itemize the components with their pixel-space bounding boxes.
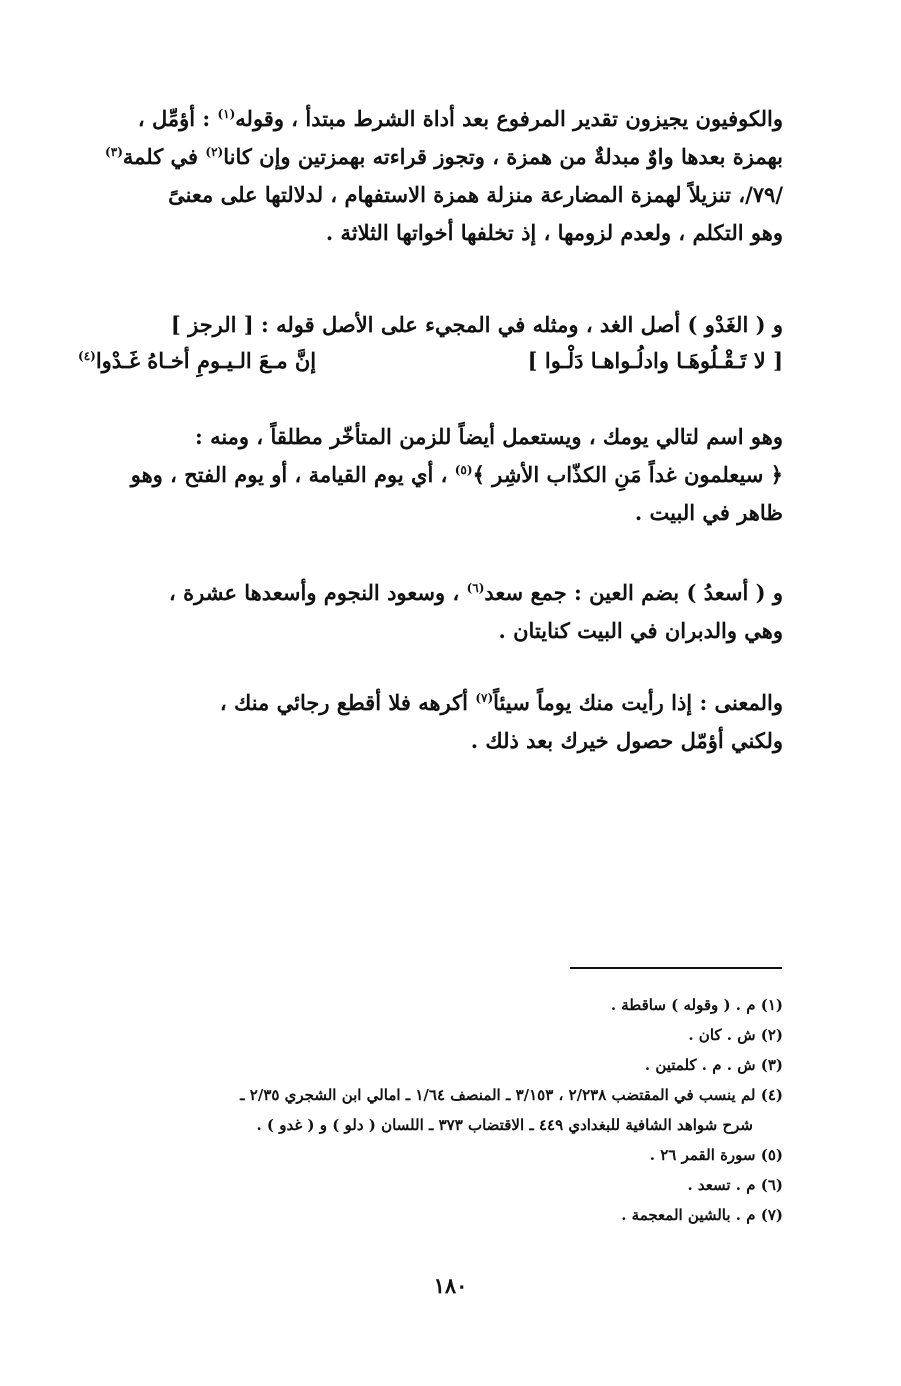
footnote-ref-7: (٧): [475, 691, 494, 705]
paragraph-1-line-1: [78, 100, 783, 138]
paragraph-1: [78, 100, 783, 252]
verse-text: إنَّ مـعَ الـيـومِ أخـاهُ غَـدْوا: [95, 348, 317, 373]
footnote-ref-2: (٢): [205, 145, 224, 159]
footnote-ref-6: (٦): [466, 581, 485, 595]
paragraph-2: [78, 306, 783, 344]
paragraph-1-line-3: /٧٩/، تنزيلاً لهمزة المضارعة منزلة همزة الاستفهام ، لدلالتها على معنىً: [168, 182, 783, 207]
footnote-6: (٦) م . تسعد .: [687, 1176, 783, 1194]
footnote-ref-5: (٥): [454, 463, 473, 477]
footnote-2: (٢) ش . كان .: [688, 1026, 783, 1044]
footnote-5: (٥) سورة القمر ٢٦ .: [649, 1146, 783, 1164]
text-run: في كلمة: [122, 144, 206, 169]
paragraph-4-line-2: وهي والدبران في البيت كنايتان .: [498, 618, 783, 643]
page-number: ١٨٠: [433, 1273, 468, 1298]
footnote-4: (٤) لم ينسب في المقتضب ٢/٢٣٨ ، ٣/١٥٣ ـ المنصف ١/٦٤ ـ امالي ابن الشجري ٢/٣٥ ـ: [240, 1086, 783, 1104]
text-run: والكوفيون يجيزون تقدير المرفوع بعد أداة الشرط مبتدأ ، وقوله: [235, 106, 783, 131]
paragraph-2-line-1: و ( الغَدْو ) أصل الغد ، ومثله في المجيء على الأصل قوله : [ الرجز ]: [170, 312, 783, 337]
text-run: والمعنى : إذا رأيت منك يوماً سيئاً: [493, 690, 783, 715]
paragraph-1-line-4: وهو التكلم ، ولعدم لزومها ، إذ تخلفها أخواتها الثلاثة .: [325, 220, 783, 245]
paragraph-5-line-1: [78, 684, 783, 722]
text-run: : أؤمِّل ،: [137, 106, 218, 131]
paragraph-4-line-1: [78, 574, 783, 612]
paragraph-3-line-2: [78, 456, 783, 494]
footnote-7: (٧) م . بالشين المعجمة .: [621, 1206, 783, 1224]
verse-hemistich-2: [78, 342, 316, 380]
footnote-4-continued: شرح شواهد الشافية للبغدادي ٤٤٩ ـ الاقتضاب ٣٧٣ ـ اللسان ( دلو ) و ( غدو ) .: [256, 1116, 753, 1134]
footnote-1: (١) م . ( وقوله ) ساقطة .: [610, 996, 783, 1014]
verse-hemistich-1: [ لا تَـقْـلُوهَـا وادلُـواهـا دَلْـوا ]: [527, 348, 783, 373]
footnote-divider: [570, 967, 782, 969]
text-run: ، وسعود النجوم وأسعدها عشرة ،: [169, 580, 467, 605]
verse-line: [78, 342, 783, 380]
paragraph-1-line-2: [78, 138, 783, 176]
footnotes-list: [78, 990, 783, 1230]
paragraph-4: [78, 574, 783, 650]
text-run: أكرهه فلا أقطع رجائي منك ،: [219, 690, 476, 715]
footnote-ref-4: (٤): [78, 349, 96, 363]
footnote-ref-1: (١): [217, 107, 236, 121]
paragraph-3-line-3: ظاهر في البيت .: [634, 500, 783, 525]
paragraph-3-line-1: وهو اسم لتالي يومك ، ويستعمل أيضاً للزمن المتأخّر مطلقاً ، ومنه :: [195, 424, 783, 449]
text-run: و ( أسعدُ ) بضم العين : جمع سعد: [484, 580, 783, 605]
text-run: بهمزة بعدها واوٌ مبدلةٌ من همزة ، وتجوز قراءته بهمزتين وإن كانا: [223, 144, 783, 169]
paragraph-3: [78, 418, 783, 532]
text-run: ، أي يوم القيامة ، أو يوم الفتح ، وهو: [130, 462, 455, 487]
footnote-3: (٣) ش . م . كلمتين .: [644, 1056, 783, 1074]
footnote-ref-3: (٣): [105, 145, 123, 159]
paragraph-5-line-2: ولكني أؤمّل حصول خيرك بعد ذلك .: [470, 728, 783, 753]
quran-quote: ﴿ سيعلمون غداً مَنِ الكذّاب الأشِر ﴾: [472, 462, 783, 487]
paragraph-5: [78, 684, 783, 760]
